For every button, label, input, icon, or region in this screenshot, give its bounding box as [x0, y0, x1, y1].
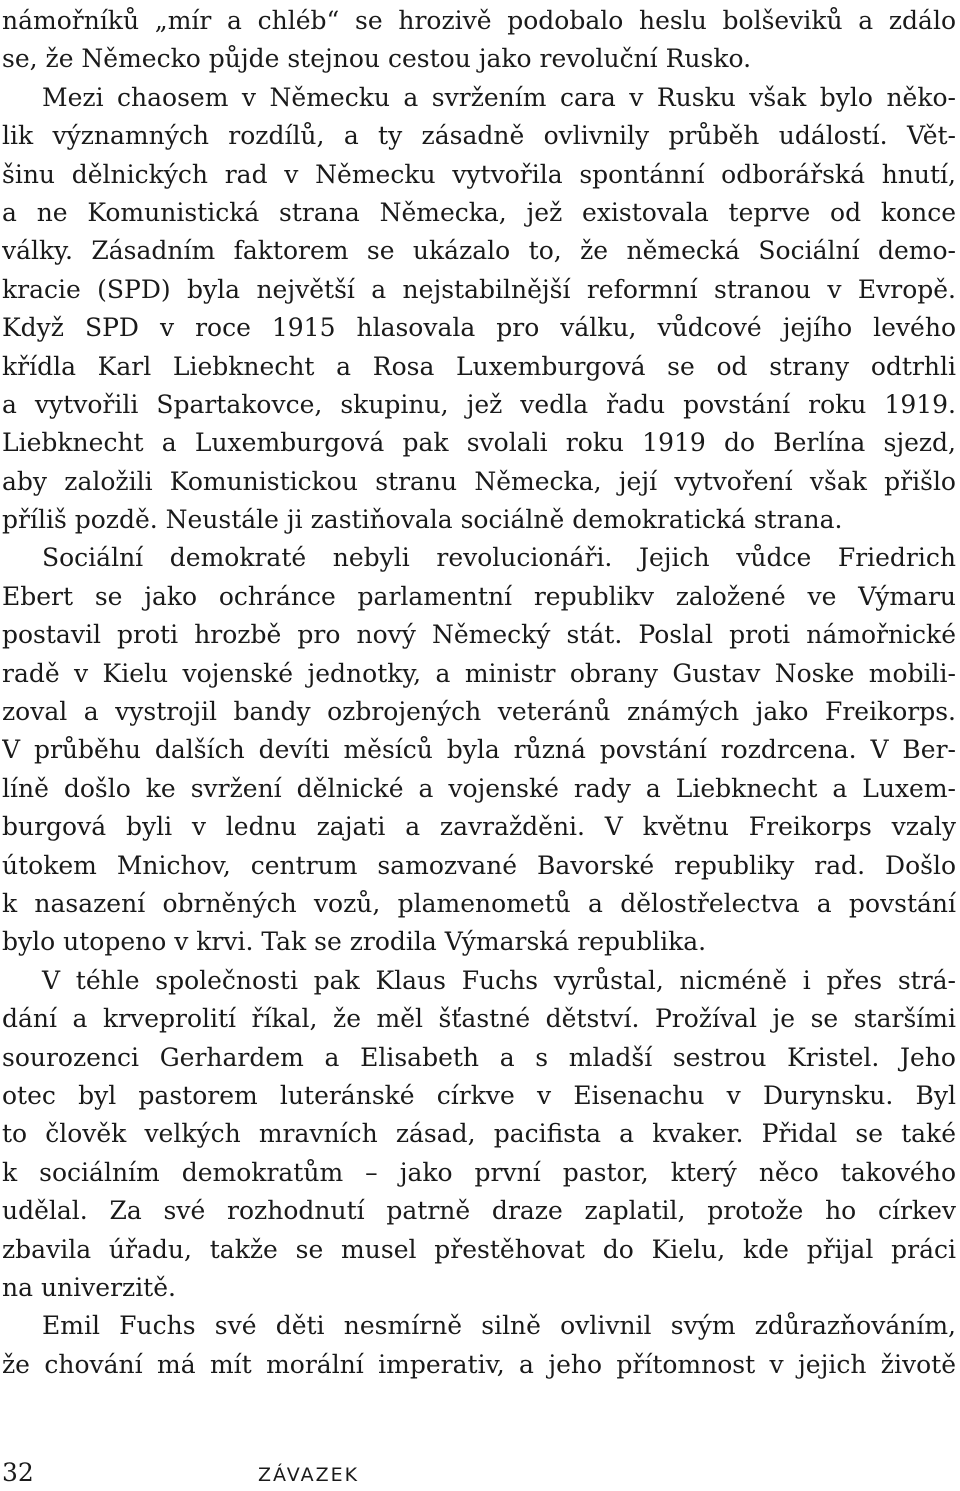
text-line: postavil proti hrozbě pro nový Německý stát. Poslal proti námořnické — [2, 620, 956, 650]
text-line: války. Zásadním faktorem se ukázalo to, že německá Sociální demo- — [2, 236, 956, 266]
text-line: Emil Fuchs své děti nesmírně silně ovlivnil svým zdůrazňováním, — [42, 1311, 956, 1341]
text-line: Mezi chaosem v Německu a svržením cara v Rusku však bylo něko- — [42, 82, 956, 112]
text-line: radě v Kielu vojenské jednotky, a ministr obrany Gustav Noske mobili- — [2, 658, 956, 688]
text-line: Ebert se jako ochránce parlamentní republikv založené ve Výmaru — [2, 581, 956, 611]
text-line: lik významných rozdílů, a ty zásadně ovlivnily průběh událostí. Vět- — [2, 121, 956, 151]
text-line: bylo utopeno v krvi. Tak se zrodila Výmarská republika. — [2, 927, 707, 957]
text-line: sourozenci Gerhardem a Elisabeth a s mladší sestrou Kristel. Jeho — [2, 1042, 956, 1072]
text-line: Sociální demokraté nebyli revolucionáři. Jejich vůdce Friedrich — [42, 543, 956, 573]
text-line: V téhle společnosti pak Klaus Fuchs vyrůstal, nicméně i přes strá- — [42, 965, 956, 995]
text-line: Když SPD v roce 1915 hlasovala pro válku, vůdcové jejího levého — [2, 313, 956, 343]
text-line: příliš pozdě. Neustále ji zastiňovala sociálně demokratická strana. — [2, 505, 843, 535]
text-line: líně došlo ke svržení dělnické a vojenské rady a Liebknecht a Luxem- — [2, 773, 956, 803]
page-number: 32 — [2, 1458, 34, 1487]
text-line: se, že Německo půjde stejnou cestou jako revoluční Rusko. — [2, 44, 752, 74]
page-footer — [2, 1458, 956, 1488]
text-line: útokem Mnichov, centrum samozvané Bavorské republiky rad. Došlo — [2, 850, 956, 880]
text-line: aby založili Komunistickou stranu Německa, její vytvoření však přišlo — [2, 466, 956, 496]
running-head: ZÁVAZEK — [258, 1464, 360, 1486]
text-line: zoval a vystrojil bandy ozbrojených veteránů známých jako Freikorps. — [2, 697, 956, 727]
text-line: námořníků „mír a chléb“ se hrozivě podobalo heslu bolševiků a zdálo — [2, 6, 956, 35]
text-line: dání a krveprolití říkal, že měl šťastné dětství. Prožíval je se staršími — [2, 1004, 956, 1034]
text-line: že chování má mít morální imperativ, a jeho přítomnost v jejich životě — [2, 1349, 956, 1379]
text-line: otec byl pastorem luteránské církve v Eisenachu v Durynsku. Byl — [2, 1080, 956, 1110]
text-line: V průběhu dalších devíti měsíců byla různá povstání rozdrcena. V Ber- — [2, 735, 956, 765]
book-page — [2, 0, 956, 1491]
text-line: zbavila úřadu, takže se musel přestěhovat do Kielu, kde přijal práci — [2, 1234, 956, 1264]
text-line: šinu dělnických rad v Německu vytvořila spontánní odborářská hnutí, — [2, 159, 956, 189]
text-line: Liebknecht a Luxemburgová pak svolali roku 1919 do Berlína sjezd, — [2, 428, 956, 458]
text-line: udělal. Za své rozhodnutí patrně draze zaplatil, protože ho církev — [2, 1196, 956, 1226]
text-line: kracie (SPD) byla největší a nejstabilnější reformní stranou v Evropě. — [2, 274, 956, 304]
text-line: k nasazení obrněných vozů, plamenometů a dělostřelectva a povstání — [2, 888, 956, 918]
text-line: na univerzitě. — [2, 1272, 176, 1302]
text-line: to člověk velkých mravních zásad, pacifista a kvaker. Přidal se také — [2, 1119, 956, 1149]
text-line: burgová byli v lednu zajati a zavražděni. V květnu Freikorps vzaly — [2, 812, 956, 842]
text-line: k sociálním demokratům – jako první pastor, který něco takového — [2, 1157, 956, 1187]
text-line: a vytvořili Spartakovce, skupinu, jež vedla řadu povstání roku 1919. — [2, 389, 956, 419]
text-line: a ne Komunistická strana Německa, jež existovala teprve od konce — [2, 197, 956, 227]
text-line: křídla Karl Liebknecht a Rosa Luxemburgová se od strany odtrhli — [2, 351, 956, 381]
body-text — [2, 2, 956, 1384]
